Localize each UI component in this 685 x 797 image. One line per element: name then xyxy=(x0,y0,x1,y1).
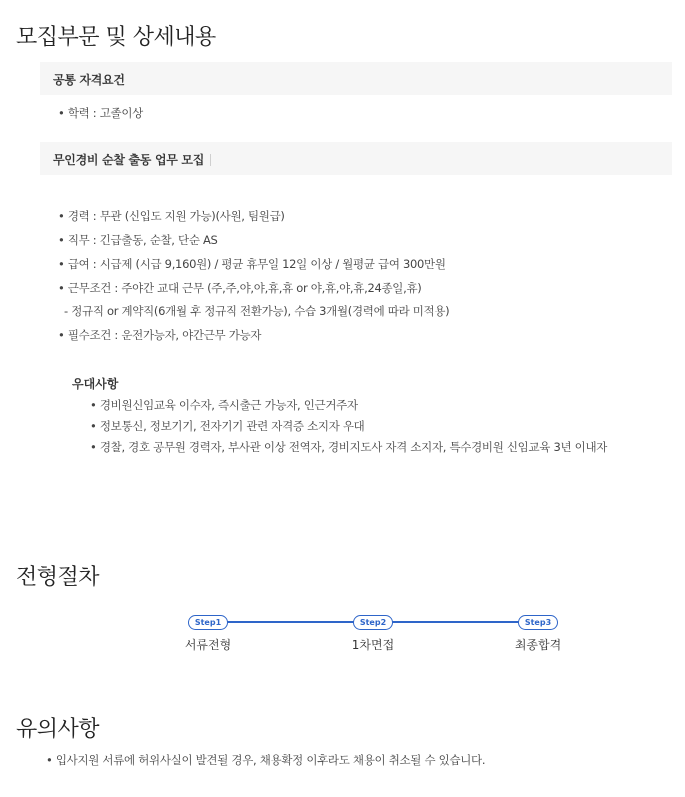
preferred-item: • 경비원신임교육 이수자, 즉시출근 가능자, 인근거주자 xyxy=(90,398,358,412)
common-requirement-item: • 학력 : 고졸이상 xyxy=(58,106,143,120)
preferred-item: • 경찰, 경호 공무원 경력자, 부사관 이상 전역자, 경비지도사 자격 소지자, 특수경비원 신임교육 3년 이내자 xyxy=(90,440,608,454)
notice-section-title: 유의사항 xyxy=(16,717,100,742)
notice-item: • 입사지원 서류에 허위사실이 발견될 경우, 채용확정 이후라도 채용이 취소될 수 있습니다. xyxy=(46,753,486,767)
common-requirements-title: 공통 자격요건 xyxy=(53,73,125,87)
position-item-career: • 경력 : 무관 (신입도 지원 가능)(사원, 팀원급) xyxy=(58,209,285,223)
position-item-conditions: • 근무조건 : 주야간 교대 근무 (주,주,야,야,휴,휴 or 야,휴,야,휴,24종일,휴) xyxy=(58,281,422,295)
step3-badge: Step3 xyxy=(518,615,558,630)
position-item-duty: • 직무 : 긴급출동, 순찰, 단순 AS xyxy=(58,233,218,247)
position-title: 무인경비 순찰 출동 업무 모집 xyxy=(53,151,211,168)
title-separator xyxy=(210,154,211,166)
common-requirements-header xyxy=(40,62,672,95)
step1-badge: Step1 xyxy=(188,615,228,630)
recruit-section-title: 모집부문 및 상세내용 xyxy=(16,25,216,50)
position-item-salary: • 급여 : 시급제 (시급 9,160원) / 평균 휴무일 12일 이상 / 월평균 급여 300만원 xyxy=(58,257,446,271)
step1-label: 서류전형 xyxy=(184,638,232,652)
step2-badge: Step2 xyxy=(353,615,393,630)
position-item-contract: - 정규직 or 계약직(6개월 후 정규직 전환가능), 수습 3개월(경력에 따라 미적용) xyxy=(64,304,450,318)
preferred-title: 우대사항 xyxy=(72,377,119,391)
preferred-item: • 정보통신, 정보기기, 전자기기 관련 자격증 소지자 우대 xyxy=(90,419,365,433)
position-item-required: • 필수조건 : 운전가능자, 야간근무 가능자 xyxy=(58,328,262,342)
step3-label: 최종합격 xyxy=(514,638,562,652)
process-section-title: 전형절차 xyxy=(16,565,100,590)
step2-label: 1차면접 xyxy=(351,638,395,652)
position-header xyxy=(40,142,672,175)
